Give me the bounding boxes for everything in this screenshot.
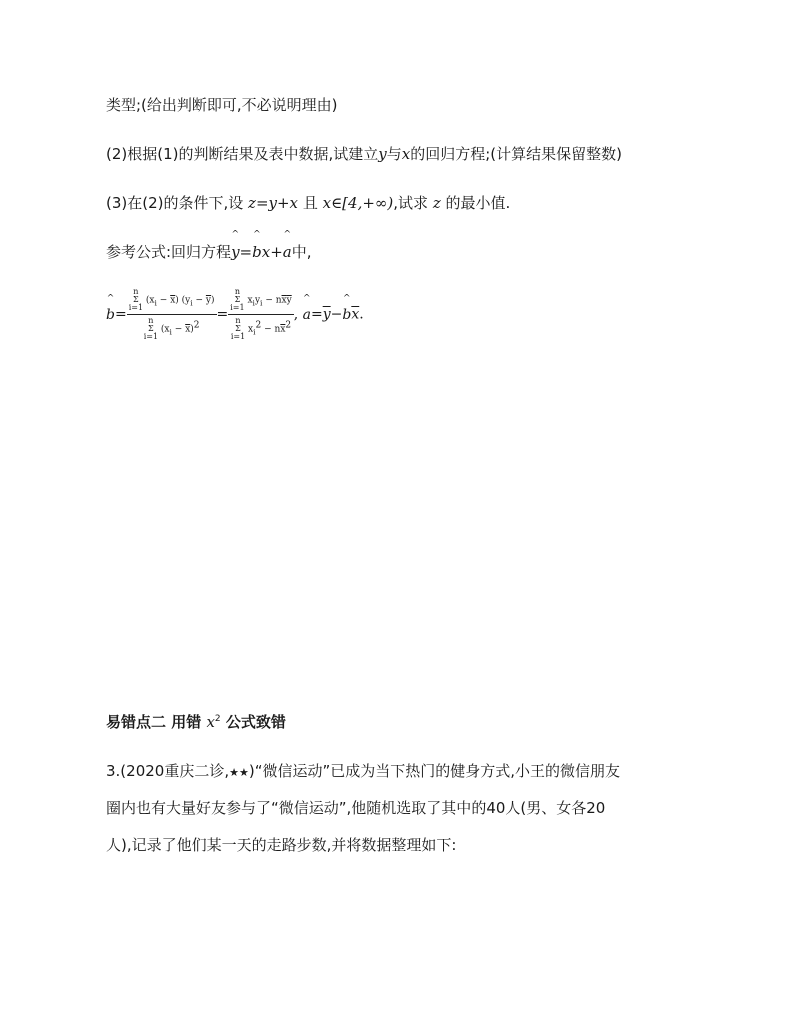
a-hat: ^ a bbox=[283, 243, 292, 261]
var-x: x bbox=[401, 145, 411, 163]
question-3-line-1: 3.(2020重庆二诊,★★)“微信运动”已成为当下热门的健身方式,小王的微信朋友 bbox=[106, 762, 621, 780]
question-3-line-2: 圈内也有大量好友参与了“微信运动”,他随机选取了其中的40人(男、女各20 bbox=[106, 799, 606, 817]
text-line-2: (2)根据(1)的判断结果及表中数据,试建立y与x的回归方程;(计算结果保留整数) bbox=[106, 145, 622, 163]
difficulty-stars: ★★ bbox=[229, 766, 249, 779]
var-y: y bbox=[378, 145, 387, 163]
text-line-4: 参考公式:回归方程^ y=^ bx+^ a中, bbox=[106, 241, 312, 262]
var-z-eq: z=y+x bbox=[248, 194, 299, 212]
question-3-line-3: 人),记录了他们某一天的走路步数,并将数据整理如下: bbox=[106, 836, 457, 854]
y-hat: ^ y bbox=[231, 243, 239, 261]
var-z: z bbox=[432, 194, 441, 212]
text-line-3: (3)在(2)的条件下,设 z=y+x 且 x∈[4,+∞),试求 z 的最小值. bbox=[106, 194, 511, 212]
b-hat: ^ b bbox=[252, 243, 262, 261]
text-line-1: 类型;(给出判断即可,不必说明理由) bbox=[106, 96, 338, 114]
interval: x∈[4,+∞) bbox=[322, 194, 394, 212]
section-title: 易错点二 用错 $x^2$ 公式致错 bbox=[106, 713, 286, 731]
regression-formula: ^ b= n Σ i=1 $(x_i - \overline{x}) (y_i - \overline{y})$ n Σ i=1 $(x_i - \overline{x})^2$ = n Σ i=1 $x_iy_i - n\overline{x}\overline{y}$ n Σ i=1 $x_i^2 - n\overline{x}^2$ , ^ $a=\overline{y}-\^{}$ $b\overline{x}$. bbox=[106, 288, 364, 341]
